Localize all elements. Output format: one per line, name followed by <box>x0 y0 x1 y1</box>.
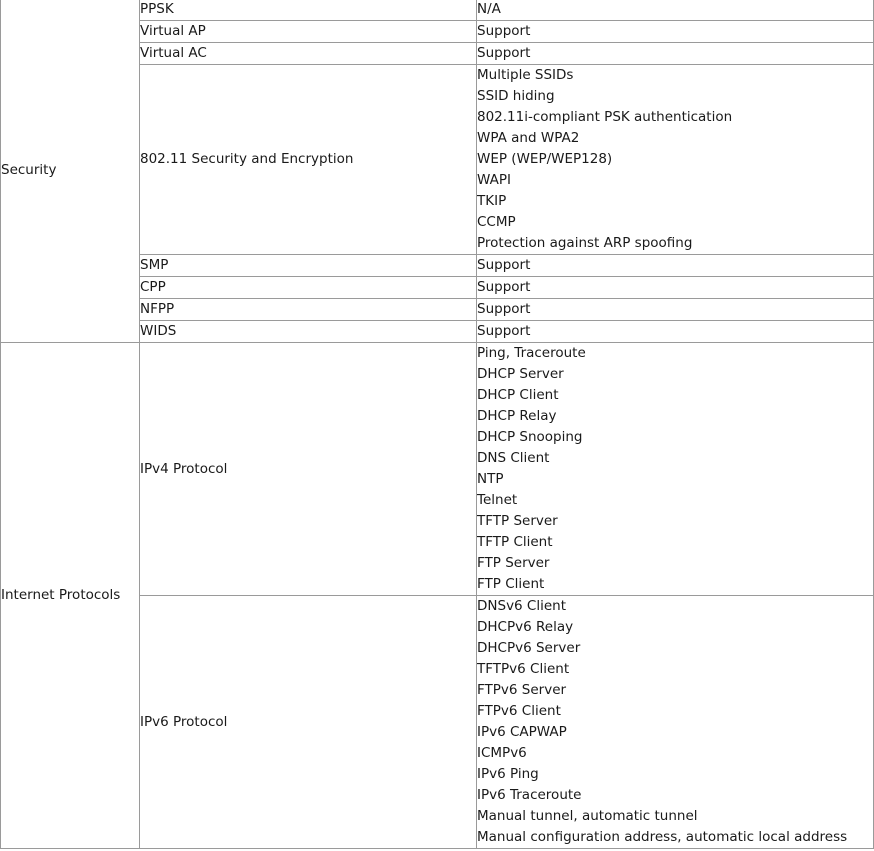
feature-cell: 802.11 Security and Encryption <box>140 65 477 255</box>
value-line: DHCP Client <box>477 387 559 403</box>
value-cell <box>477 277 874 299</box>
value-line: TFTP Server <box>477 513 558 529</box>
value-line: NTP <box>477 471 504 487</box>
feature-cell: Virtual AC <box>140 43 477 65</box>
value-line: SSID hiding <box>477 88 555 104</box>
feature-cell: PPSK <box>140 0 477 21</box>
value-line: Support <box>477 257 531 273</box>
value-line: CCMP <box>477 214 516 230</box>
value-line: Multiple SSIDs <box>477 67 574 83</box>
value-line: TKIP <box>477 193 507 209</box>
value-line: DHCPv6 Server <box>477 640 581 656</box>
value-line: FTPv6 Client <box>477 703 561 719</box>
value-line: DNS Client <box>477 450 550 466</box>
value-line: FTPv6 Server <box>477 682 567 698</box>
feature-cell: CPP <box>140 277 477 299</box>
value-cell <box>477 255 874 277</box>
feature-cell: Virtual AP <box>140 21 477 43</box>
value-line: Support <box>477 279 531 295</box>
feature-cell: NFPP <box>140 299 477 321</box>
value-line: N/A <box>477 1 501 17</box>
value-cell <box>477 43 874 65</box>
value-line: Support <box>477 45 531 61</box>
value-line: IPv6 CAPWAP <box>477 724 567 740</box>
feature-cell: WIDS <box>140 321 477 343</box>
value-line: FTP Client <box>477 576 545 592</box>
value-cell <box>477 21 874 43</box>
value-cell <box>477 596 874 849</box>
value-line: Support <box>477 323 531 339</box>
value-line: IPv6 Traceroute <box>477 787 582 803</box>
value-line: DNSv6 Client <box>477 598 567 614</box>
value-line: WPA and WPA2 <box>477 130 580 146</box>
value-line: 802.11i-compliant PSK authentication <box>477 109 733 125</box>
value-line: DHCPv6 Relay <box>477 619 574 635</box>
value-line: TFTPv6 Client <box>477 661 570 677</box>
value-line: DHCP Relay <box>477 408 557 424</box>
value-cell <box>477 321 874 343</box>
category-cell: Internet Protocols <box>1 343 140 849</box>
value-cell <box>477 65 874 255</box>
value-line: Support <box>477 23 531 39</box>
value-line: Manual tunnel, automatic tunnel <box>477 808 698 824</box>
spec-table-body <box>1 0 874 849</box>
value-line: TFTP Client <box>477 534 553 550</box>
feature-cell: IPv6 Protocol <box>140 596 477 849</box>
value-cell <box>477 0 874 21</box>
value-line: DHCP Snooping <box>477 429 583 445</box>
feature-cell: SMP <box>140 255 477 277</box>
value-line: ICMPv6 <box>477 745 527 761</box>
value-line: Protection against ARP spoofing <box>477 235 693 251</box>
value-cell <box>477 299 874 321</box>
table-row <box>1 0 874 21</box>
value-cell <box>477 343 874 596</box>
category-cell: Security <box>1 0 140 343</box>
feature-cell: IPv4 Protocol <box>140 343 477 596</box>
value-line: Ping, Traceroute <box>477 345 586 361</box>
value-line: WAPI <box>477 172 511 188</box>
table-row <box>1 343 874 596</box>
value-line: WEP (WEP/WEP128) <box>477 151 613 167</box>
value-line: DHCP Server <box>477 366 564 382</box>
value-line: IPv6 Ping <box>477 766 539 782</box>
value-line: Telnet <box>477 492 518 508</box>
value-line: FTP Server <box>477 555 550 571</box>
value-line: Manual configuration address, automatic local address <box>477 829 848 845</box>
value-line: Support <box>477 301 531 317</box>
